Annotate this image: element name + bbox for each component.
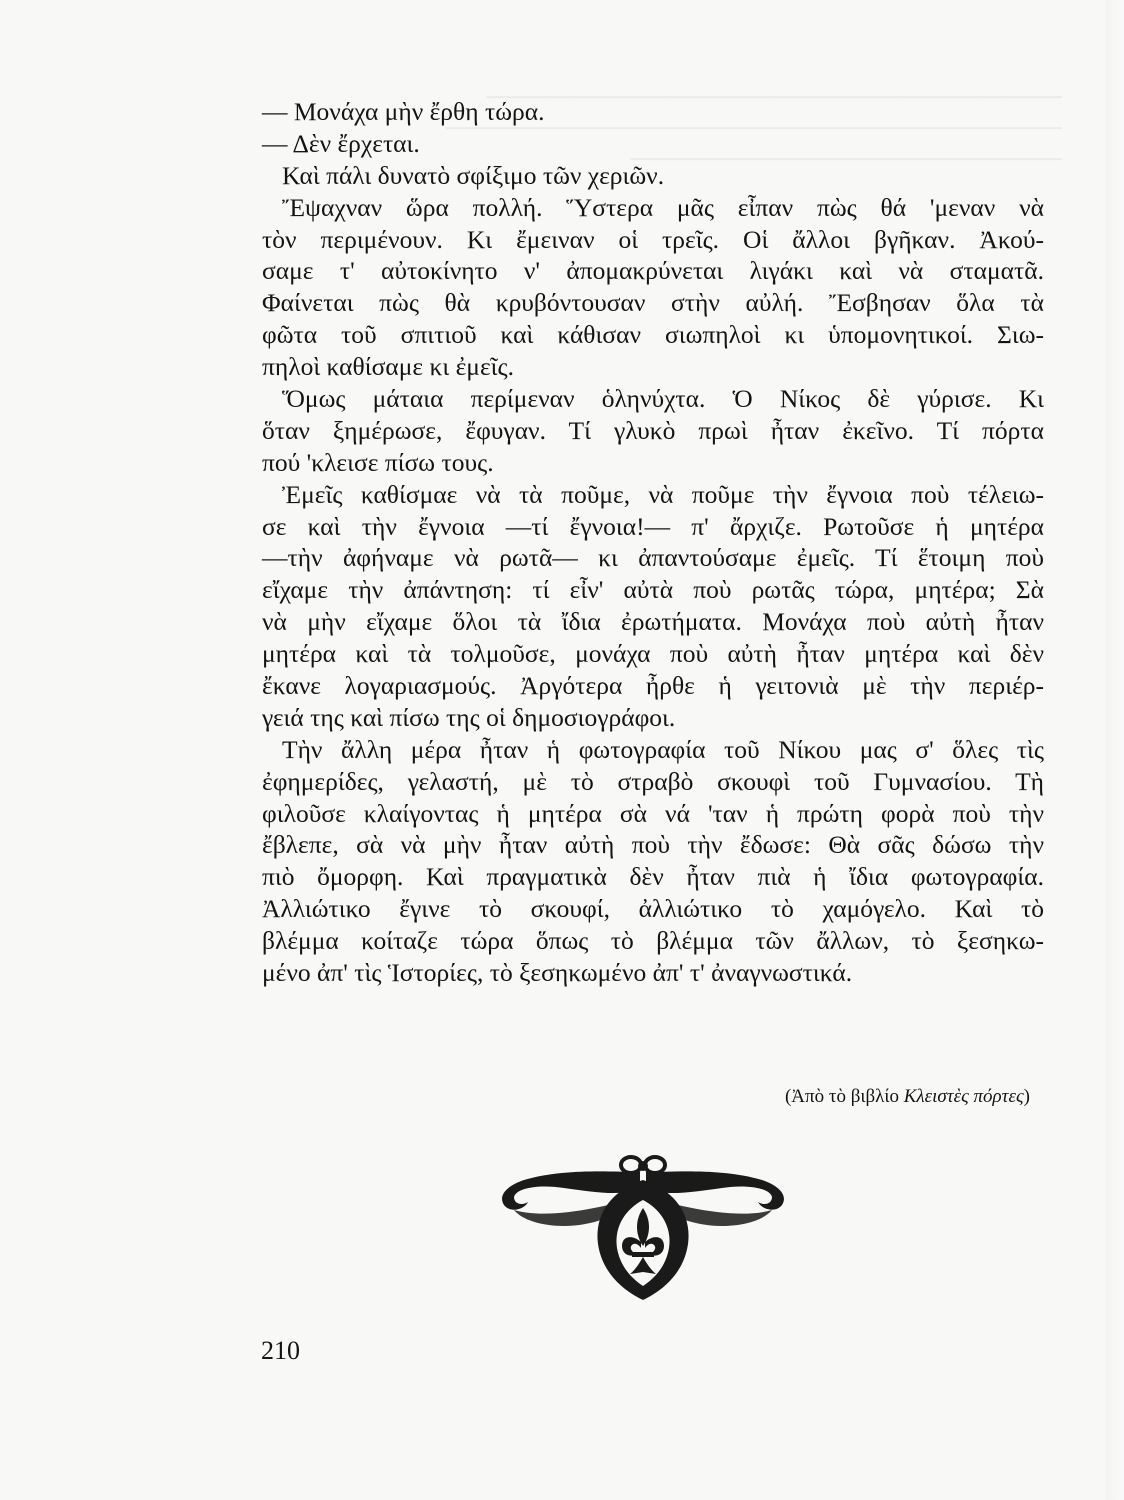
- text-line: μένο ἀπ' τὶς Ἱστορίες, τὸ ξεσηκωμένο ἀπ' τ' ἀναγνωστικά.: [262, 958, 853, 988]
- text-line: γειά της καὶ πίσω της οἱ δημοσιογράφοι.: [262, 702, 676, 732]
- text-line: φῶτα τοῦ σπιτιοῦ καὶ κάθισαν σιωπηλοὶ κι ὑπομονητικοί. Σιω-: [262, 320, 1044, 350]
- text-line: Καὶ πάλι δυνατὸ σφίξιμο τῶν χεριῶν.: [282, 160, 665, 190]
- text-line: — Μονάχα μὴν ἔρθη τώρα.: [262, 97, 545, 126]
- text-line: Ὅμως μάταια περίμεναν ὁληνύχτα. Ὁ Νίκος δὲ γύρισε. Κι: [282, 384, 1044, 414]
- text-line: τὸν περιμένουν. Κι ἔμειναν οἱ τρεῖς. Οἱ ἄλλοι βγῆκαν. Ἀκού-: [262, 224, 1044, 254]
- text-line: — Δὲν ἔρχεται.: [262, 128, 420, 158]
- text-line: πιὸ ὄμορφη. Καὶ πραγματικὰ δὲν ἦταν πιὰ ἡ ἴδια φωτογραφία.: [262, 862, 1044, 892]
- text-line: ἐφημερίδες, γελαστή, μὲ τὸ στραβὸ σκουφὶ τοῦ Γυμνασίου. Τὴ: [262, 766, 1044, 796]
- text-line: Ἔψαχναν ὥρα πολλή. Ὕστερα μᾶς εἶπαν πὼς θά 'μεναν νὰ: [282, 192, 1044, 222]
- text-line: σε καὶ τὴν ἔγνοια —τί ἔγνοια!— π' ἄρχιζε. Ρωτοῦσε ἡ μητέρα: [262, 511, 1044, 541]
- source-attribution: [640, 1086, 1030, 1108]
- text-line: ἔκανε λογαριασμούς. Ἀργότερα ἦρθε ἡ γειτονιὰ μὲ τὴν περιέρ-: [262, 671, 1044, 701]
- text-line: πού 'κλεισε πίσω τους.: [262, 447, 494, 477]
- text-line: Ἐμεῖς καθίσμαε νὰ τὰ ποῦμε, νὰ ποῦμε τὴν ἔγνοια ποὺ τέλειω-: [282, 479, 1044, 509]
- page-edge: [1106, 0, 1124, 1500]
- text-line: ἔβλεπε, σὰ νὰ μὴν ἦταν αὐτὴ ποὺ τὴν ἔδωσε: Θὰ σᾶς δώσω τὴν: [262, 830, 1044, 860]
- text-line: μητέρα καὶ τὰ τολμοῦσε, μονάχα ποὺ αὐτὴ ἦταν μητέρα καὶ δὲν: [262, 639, 1044, 669]
- attribution-prefix: (Ἀπὸ τὸ βιβλίο: [784, 1086, 904, 1107]
- text-line: Φαίνεται πὼς θὰ κρυβόντουσαν στὴν αὐλή. Ἔσβησαν ὅλα τὰ: [262, 288, 1044, 318]
- text-line: πηλοὶ καθίσαμε κι ἐμεῖς.: [262, 352, 514, 382]
- text-line: Τὴν ἄλλη μέρα ἦταν ἡ φωτογραφία τοῦ Νίκου μας σ' ὅλες τὶς: [282, 734, 1044, 764]
- bleed-through-text: ──────────────────────────── ────────────────────────────── ─────────────────────: [445, 81, 1062, 175]
- text-line: Ἀλλιώτικο ἔγινε τὸ σκουφί, ἀλλιώτικο τὸ χαμόγελο. Καὶ τὸ: [262, 894, 1044, 924]
- page-number: 210: [261, 1336, 300, 1365]
- text-line: ὅταν ξημέρωσε, ἔφυγαν. Τί γλυκὸ πρωὶ ἦταν ἐκεῖνο. Τί πόρτα: [262, 415, 1044, 445]
- text-line: εἴχαμε τὴν ἀπάντηση: τί εἶν' αὐτὰ ποὺ ρωτᾶς τώρα, μητέρα; Σὰ: [262, 575, 1044, 605]
- text-line: —τὴν ἀφήναμε νὰ ρωτᾶ— κι ἀπαντούσαμε ἐμεῖς. Τί ἕτοιμη ποὺ: [262, 543, 1044, 573]
- text-line: νὰ μὴν εἴχαμε ὅλοι τὰ ἴδια ἐρωτήματα. Μονάχα ποὺ αὐτὴ ἦταν: [262, 607, 1044, 637]
- text-line: σαμε τ' αὐτοκίνητο ν' ἀπομακρύνεται λιγάκι καὶ νὰ σταματᾶ.: [262, 256, 1044, 286]
- ornament-fleuron-icon: [494, 1150, 806, 1302]
- text-line: βλέμμα κοίταζε τώρα ὅπως τὸ βλέμμα τῶν ἄλλων, τὸ ξεσηκω-: [262, 926, 1044, 956]
- body-text: [262, 96, 1044, 989]
- text-line: φιλοῦσε κλαίγοντας ἡ μητέρα σὰ νά 'ταν ἡ πρώτη φορὰ ποὺ τὴν: [262, 798, 1044, 828]
- book-title: Κλειστὲς πόρτες: [903, 1086, 1024, 1107]
- attribution-suffix: ): [1023, 1086, 1030, 1107]
